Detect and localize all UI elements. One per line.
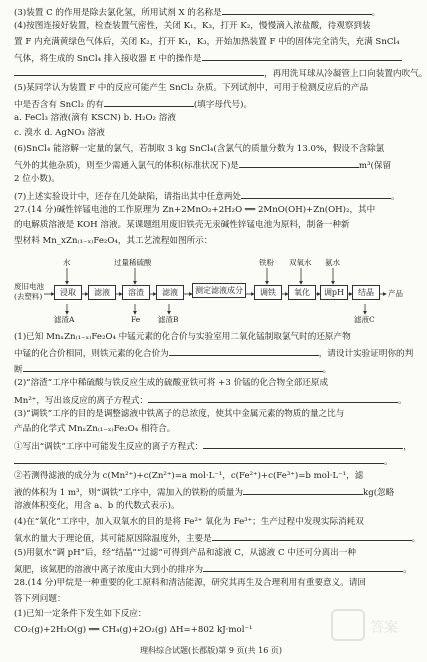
line-text: 断 <box>14 364 23 375</box>
page-footer: 理科综合试题(长郡版)第 9 页(共 16 页) <box>140 646 282 655</box>
text-line-m6 <box>14 407 414 422</box>
line-text: 27.(14 分)碱性锌锰电池的工作原理为 Zn+2MnO₂+2H₂O ══ 2MnO(OH)+Zn(OH)₂，其中 <box>14 204 376 215</box>
line-text-after: 。 <box>398 395 407 406</box>
svg-text:答案: 答案 <box>370 620 398 636</box>
flow-input-fe: Fe <box>131 315 141 324</box>
text-line-l14 <box>14 203 414 218</box>
answer-blank[interactable] <box>203 438 403 449</box>
line-text: 氮肥，该氮肥的溶液中离子浓度由大到小的排序为 <box>14 565 204 575</box>
line-text: 气体，将生成的 SnCl₄ 排入接收器 E 中的操作是 <box>14 53 202 64</box>
text-line-m13 <box>14 515 414 530</box>
line-text-after: 。 <box>384 457 393 468</box>
line-text: 2 位小数)。 <box>14 174 60 185</box>
line-text: a. FeCl₃ 溶液(滴有 KSCN) b. H₂O₂ 溶液 <box>14 113 176 124</box>
text-line-m1 <box>14 330 414 345</box>
line-text-after: 。 <box>411 534 421 545</box>
process-flow-diagram <box>14 256 414 326</box>
flow-step-oxidize: 氧化 <box>288 285 316 300</box>
answer-blank[interactable] <box>23 361 323 372</box>
flow-step-measure: 测定滤液成分 <box>192 283 246 298</box>
answer-blank[interactable] <box>239 157 359 168</box>
line-text: 的电解质溶液是 KOH 溶液。某课题组用废旧铁壳无汞碱性锌锰电池为原料，制备一种新 <box>14 220 350 231</box>
line-text: 溶液体积变化，用含 a、b 的代数式表示)。 <box>14 501 180 512</box>
text-line-m4 <box>14 376 414 391</box>
line-text-after: 。 <box>403 565 412 575</box>
line-text: 中锰的化合价相同，则铁元素的化合价为 <box>14 349 169 360</box>
flow-step-crystallize: 结晶 <box>352 285 380 300</box>
watermark-logo <box>330 606 410 646</box>
line-text-after: kg(忽略 <box>362 488 395 498</box>
answer-blank[interactable] <box>241 188 391 199</box>
line-text: (6)SnCl₄ 能溶解一定量的氯气，若制取 3 kg SnCl₄(含氯气的质量分数为 13.0%，假设不含除氯 <box>14 143 385 154</box>
text-line-l15 <box>14 218 414 233</box>
line-text-after: 。 <box>371 8 381 18</box>
line-text-after: 。 <box>322 364 332 375</box>
line-text: 置 F 内充满黄绿色气体后，关闭 K₂，打开 K₁，K₃，开始加热装置 F 中的固体完全消失，充满 SnCl₄ <box>14 36 400 47</box>
line-text: 答下列问题： <box>14 593 66 604</box>
line-text: (5)某同学认为装置 F 中的反应可能产生 SnCl₂ 杂质。下列试剂中，可用于检测反应后的产品 <box>14 82 369 93</box>
line-text: 氧水的量大于理论值，其可能原因除温度外，主要是 <box>14 534 212 545</box>
flow-residue-b: 滤渣B <box>158 315 179 324</box>
text-line-l12 <box>14 172 414 187</box>
line-text-after: m³(保留 <box>358 161 392 171</box>
flow-input-peroxide: 双氧水 <box>289 258 312 267</box>
line-text: 气外的其他杂质)，则至少需通入氯气的体积(标准状况下)是 <box>14 161 239 171</box>
text-line-m7 <box>14 422 414 437</box>
line-text: 型材料 Mn_xZn₍₁₋ₓ₎Fe₂O₄，其工艺流程如图所示： <box>14 235 213 246</box>
answer-blank[interactable] <box>148 392 398 403</box>
flow-step-dissolve: 溶渣 <box>122 285 150 300</box>
line-text-after: (填字母代号)。 <box>193 99 253 110</box>
flow-filtrate-c: 滤液C <box>354 315 375 324</box>
line-text: (4)在“氧化”工序中，加入双氧水的目的是将 Fe²⁺ 氧化为 Fe³⁺；生产过程中发现实际消耗双 <box>14 516 364 527</box>
flow-step-adjust-iron: 调铁 <box>254 285 282 300</box>
flow-input-ammonia: 氨水 <box>325 258 340 267</box>
line-text: ②若测得滤液的成分为 c(Mn²⁺)+c(Zn²⁺)=a mol·L⁻¹，c(Fe²⁺)+c(Fe³⁺)=b mol·L⁻¹，滤 <box>14 470 364 481</box>
line-text: ①写出“调铁”工序中可能发生反应的离子方程式： <box>14 441 204 452</box>
text-line-m18 <box>14 592 414 607</box>
flow-step-filtrate-1: 滤液 <box>88 285 116 300</box>
line-text: 液的体积为 1 m³，则“调铁”工序中，需加入的铁粉的质量为 <box>14 488 243 498</box>
line-text: Mn²⁺，写出该反应的离子方程式： <box>14 395 149 406</box>
answer-blank[interactable] <box>14 65 264 76</box>
flow-residue-a: 滤渣A <box>54 315 75 324</box>
text-line-l3 <box>14 35 414 50</box>
flow-input-water: 水 <box>63 258 71 267</box>
line-text: (7)上述实验设计中，还存在几处缺陷，请指出其中任意两处 <box>14 191 242 202</box>
line-text: 产品的化学式 MnₓZn₍₁₋ₓ₎Fe₂O₄ 相符合。 <box>14 424 176 435</box>
text-line-l9 <box>14 126 414 141</box>
flow-product: 产品 <box>388 289 403 298</box>
text-line-l6 <box>14 81 414 96</box>
line-text: (2)“溶渣”工序中稀硫酸与铁反应生成的硫酸亚铁可将 +3 价锰的化合物全部还原成 <box>14 378 329 389</box>
text-line-l10 <box>14 142 414 157</box>
line-text: (4)按图连接好装置，检查装置气密性，关闭 K₁，K₃，打开 K₂，慢慢滴入浓盐酸，待观察到装 <box>14 21 371 32</box>
text-line-l8 <box>14 111 414 126</box>
answer-blank[interactable] <box>222 4 372 15</box>
answer-blank[interactable] <box>203 561 403 572</box>
line-text: c. 溴水 d. AgNO₃ 溶液 <box>14 128 105 139</box>
line-text-after: ，请设计实验证明你的判 <box>318 349 414 360</box>
flow-input-acid: 过量稀硫酸 <box>114 258 152 267</box>
line-text: 中是否含有 SnCl₂ 的有 <box>14 99 104 110</box>
text-line-l2 <box>14 19 414 34</box>
line-text: CO₂(g)+2H₂O(g) ══ CH₄(g)+2O₂(g) ΔH=+802 kJ·mol⁻¹ <box>14 624 253 635</box>
line-text: (3)装置 C 的作用是除去氯化氢，所用试剂 X 的名称是 <box>14 8 222 18</box>
line-text: (5)用氨水“调 pH”后，经“结晶”“过滤”可得到产品和滤液 C，从滤液 C 中还可分离出一种 <box>14 547 357 558</box>
line-text-after: ，再用洗耳球从冷凝管上口向装置内吹气。 <box>264 69 427 80</box>
flow-step-leach: 浸取 <box>54 285 82 300</box>
text-line-m12 <box>14 499 414 514</box>
answer-blank[interactable] <box>14 453 384 464</box>
answer-blank[interactable] <box>104 96 194 107</box>
line-text-after: ， <box>403 441 412 452</box>
line-text: 28.(14 分)甲烷是一种重要的化工原料和清洁能源，研究其再生及合理利用有重要意义。请回 <box>14 578 367 589</box>
answer-blank[interactable] <box>202 50 402 61</box>
answer-blank[interactable] <box>212 530 412 541</box>
line-text: (1)已知一定条件下发生如下反应： <box>14 609 147 620</box>
line-text: (3)“调铁”工序的目的是调整滤液中铁离子的总浓度，使其中金属元素的物质的量之比与 <box>14 409 345 419</box>
flow-input-iron: 铁粉 <box>259 258 274 267</box>
flow-start: 废旧电池(去塑料) <box>14 282 44 301</box>
line-text-after: 。 <box>391 191 400 202</box>
flow-step-filtrate-2: 滤液 <box>156 285 184 300</box>
text-line-m15 <box>14 546 414 561</box>
flow-step-adjust-ph: 调pH <box>320 285 348 300</box>
text-line-l16 <box>14 234 414 249</box>
answer-blank[interactable] <box>169 345 319 356</box>
line-text: (1)已知 MnₓZn₍₁₋ₓ₎Fe₂O₄ 中锰元素的化合价与实验室用二氧化锰制取氯气时的还原产物 <box>14 332 351 342</box>
text-line-m10 <box>14 469 414 484</box>
answer-blank[interactable] <box>243 484 363 495</box>
text-line-m17 <box>14 576 414 591</box>
